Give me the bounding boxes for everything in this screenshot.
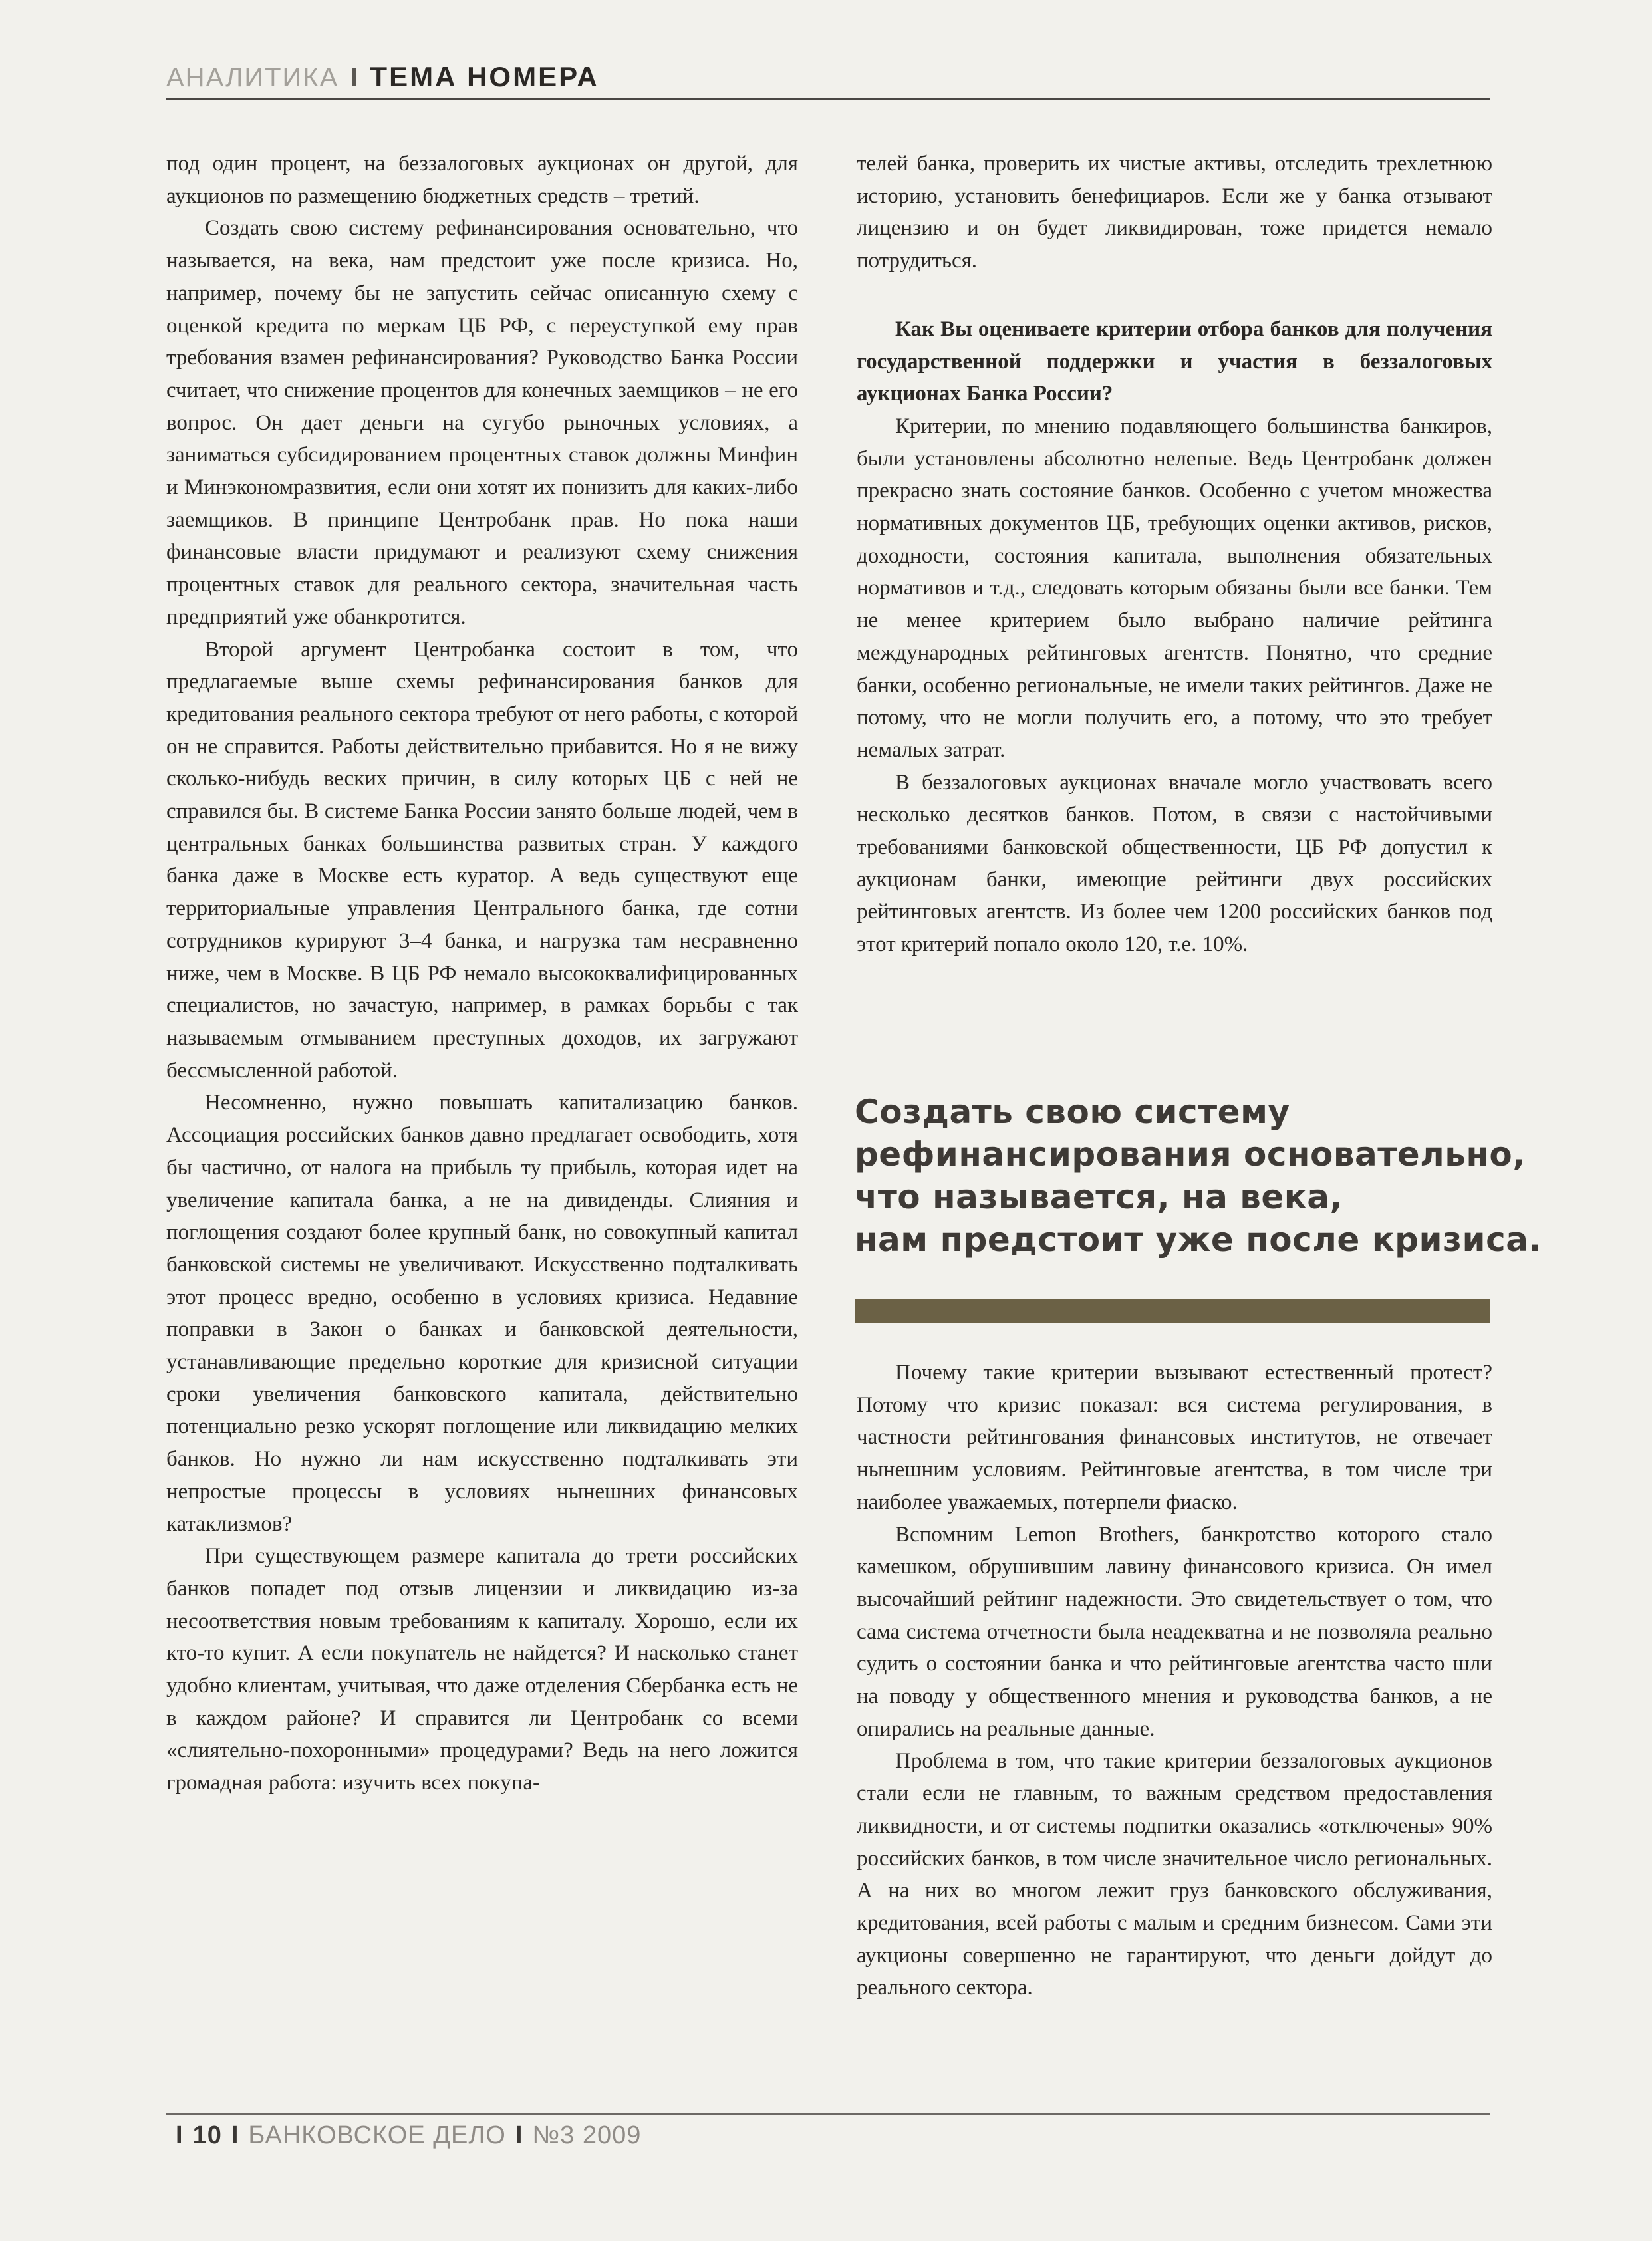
paragraph: Вспомним Lemon Brothers, банкротство которого стало камешком, обрушившим лавину финансового кризиса. Он имел высочайший рейтинг надежности. Это свидетельствует о том, что сама система отчетности была неадекватна и не позволяла реально судить о состоянии банка и что рейтинговые агентства часто шли на поводу у общественного мнения и руководства банков, а не опирались на реальные данные. (857, 1522, 1492, 1741)
pull-quote (855, 1091, 1542, 1261)
paragraph: Несомненно, нужно повышать капитализацию банков. Ассоциация российских банков давно предлагает освободить, хотя бы частично, от налога на прибыль ту прибыль, которая идет на увеличение капитала банка, а не на дивиденды. Слияния и поглощения создают более крупный банк, но совокупный капитал банковской системы не увеличивают. Искусственно подталкивать этот процесс вредно, особенно в условиях кризиса. Недавние поправки в Закон о банках и банковской деятельности, устанавливающие предельно короткие для кризисной ситуации сроки увеличения банковского капитала, действительно потенциально резко ускорят поглощение или ликвидацию мелких банков. Но нужно ли нам искусственно подталкивать эти непростые процессы в условиях нынешних финансовых катаклизмов? (166, 1091, 798, 1536)
footer-rule (166, 2113, 1490, 2115)
paragraph: Проблема в том, что такие критерии беззалоговых аукционов стали если не главным, то важным средством предоставления ликвидности, и от системы подпитки оказались «отключены» 90% российских банков, в том числе значительное число региональных. А на них во многом лежит груз банковского обслуживания, кредитования, всей работы с малым и средним бизнесом. Сами эти аукционы совершенно не гарантируют, что деньги дойдут до реального сектора. (857, 1749, 1492, 2000)
page-footer (166, 2121, 641, 2150)
section-label: АНАЛИТИКА (166, 63, 339, 92)
issue-number: №3 2009 (532, 2121, 642, 2149)
pull-quote-line: рефинансирования основательно, (855, 1135, 1526, 1174)
paragraph: под один процент, на беззалоговых аукционах он другой, для аукционов по размещению бюджетных средств – третий. (166, 152, 798, 208)
header-rule (166, 98, 1490, 100)
pull-quote-bar (855, 1299, 1490, 1323)
footer-separator: I (231, 2121, 239, 2149)
right-column-top (857, 148, 1492, 961)
pull-quote-line: Создать свою систему (855, 1093, 1290, 1131)
paragraph: телей банка, проверить их чистые активы, отследить трехлетнюю историю, установить бенефициаров. Если же у банка отзывают лицензию и он будет ликвидирован, тоже придется немало потрудиться. (857, 152, 1492, 273)
paragraph: Создать свою систему рефинансирования основательно, что называется, на века, нам предстоит уже после кризиса. Но, например, почему бы не запустить сейчас описанную схему с оценкой кредита по меркам ЦБ РФ, с переуступкой ему прав требования взамен рефинансирования? Руководство Банка России считает, что снижение процентов для конечных заемщиков – не его вопрос. Он дает деньги на сугубо рыночных условиях, а заниматься субсидированием процентных ставок должны Минфин и Минэкономразвития, если они хотят их понизить для каких-либо заемщиков. В принципе Центробанк прав. Но пока наши финансовые власти придумают и реализуют схему снижения процентных ставок для реального сектора, значительная часть предприятий уже обанкротится. (166, 216, 798, 629)
interview-question: Как Вы оцениваете критерии отбора банков для получения государственной поддержки и участия в беззалоговых аукционах Банка России? (857, 317, 1492, 406)
topic-label: ТЕМА НОМЕРА (370, 61, 599, 92)
page-number: 10 (192, 2121, 222, 2149)
paragraph: Критерии, по мнению подавляющего большинства банкиров, были установлены абсолютно нелепые. Ведь Центробанк должен прекрасно знать состояние банков. Особенно с учетом множества нормативных документов ЦБ, требующих оценки активов, рисков, доходности, состояния капитала, выполнения обязательных нормативов и т.д., следовать которым обязаны были все банки. Тем не менее критерием было выбрано наличие рейтинга международных рейтинговых агентств. Понятно, что средние банки, особенно региональные, не имели таких рейтингов. Даже не потому, что не могли получить его, а потому, что это требует немалых затрат. (857, 414, 1492, 762)
footer-separator: I (515, 2121, 523, 2149)
paragraph: Второй аргумент Центробанка состоит в том, что предлагаемые выше схемы рефинансирования банков для кредитования реального сектора требуют от него работы, с которой он не справится. Работы действительно прибавится. Но я не вижу сколько-нибудь веских причин, в силу которых ЦБ с ней не справился бы. В системе Банка России занято больше людей, чем в центральных банках большинства развитых стран. У каждого банка даже в Москве есть куратор. А ведь существуют еще территориальные управления Центрального банка, где сотни сотрудников курируют 3–4 банка, и нагрузка там несравненно ниже, чем в Москве. В ЦБ РФ немало высококвалифицированных специалистов, но зачастую, например, в рамках борьбы с так называемым отмыванием преступных доходов, их загружают бессмысленной работой. (166, 637, 798, 1083)
left-column (166, 148, 798, 1799)
pull-quote-line: что называется, на века, (855, 1178, 1343, 1216)
header-separator: I (350, 63, 358, 92)
running-header (166, 61, 1490, 98)
right-column-bottom (857, 1357, 1492, 2004)
magazine-title: БАНКОВСКОЕ ДЕЛО (248, 2121, 506, 2149)
footer-separator: I (176, 2121, 184, 2149)
paragraph: В беззалоговых аукционах вначале могло участвовать всего несколько десятков банков. Потом, в связи с настойчивыми требованиями банковской общественности, ЦБ РФ допустил к аукционам банки, имеющие рейтинги двух российских рейтинговых агентств. Из более чем 1200 российских банков под этот критерий попало около 120, т.е. 10%. (857, 770, 1492, 957)
pull-quote-line: нам предстоит уже после кризиса. (855, 1220, 1542, 1259)
paragraph: При существующем размере капитала до трети российских банков попадет под отзыв лицензии и ликвидацию из-за несоответствия новым требованиям к капиталу. Хорошо, если их кто-то купит. А если покупатель не найдется? И насколько станет удобно клиентам, учитывая, что даже отделения Сбербанка есть не в каждом районе? И справится ли Центробанк со всеми «слиятельно-похоронными» процедурами? Ведь на него ложится громадная работа: изучить всех покупа- (166, 1544, 798, 1795)
paragraph: Почему такие критерии вызывают естественный протест? Потому что кризис показал: вся система регулирования, в частности рейтингования финансовых институтов, не отвечает нынешним условиям. Рейтинговые агентства, в том числе три наиболее уважаемых, потерпели фиаско. (857, 1361, 1492, 1514)
